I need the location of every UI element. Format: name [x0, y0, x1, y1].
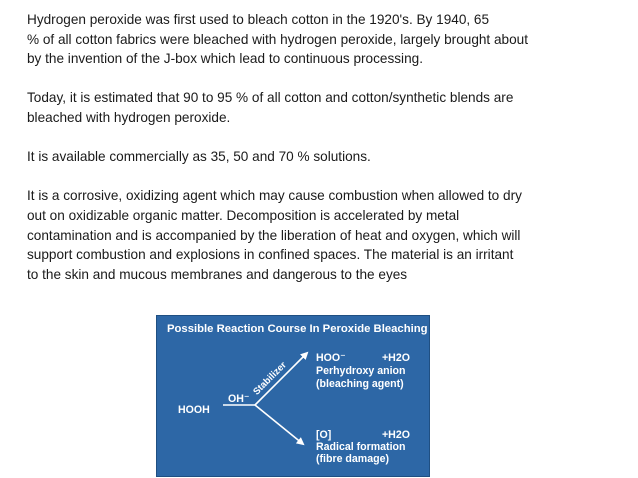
text-line: Today, it is estimated that 90 to 95 % of all cotton and cotton/synthetic blends are: [27, 90, 514, 106]
paragraph-availability: [27, 147, 613, 167]
lower-name: Radical formation: [316, 441, 406, 453]
lower-byproduct: +H2O: [382, 429, 410, 441]
lower-species: [O]: [316, 429, 332, 441]
upper-byproduct: +H2O: [382, 352, 410, 364]
text-line: It is a corrosive, oxidizing agent which may cause combustion when allowed to dry: [27, 188, 522, 204]
diagram-title: Possible Reaction Course In Peroxide Bleaching: [167, 323, 428, 335]
paragraph-usage: [27, 88, 613, 127]
text-line: out on oxidizable organic matter. Decomposition is accelerated by metal: [27, 207, 460, 223]
text-line: contamination and is accompanied by the liberation of heat and oxygen, which will: [27, 227, 521, 243]
text-line: support combustion and explosions in confined spaces. The material is an irritant: [27, 247, 514, 263]
upper-name: Perhydroxy anion: [316, 365, 406, 377]
text-line: bleached with hydrogen peroxide.: [27, 109, 231, 125]
paragraph-history: [27, 10, 613, 69]
lower-note: (fibre damage): [316, 453, 389, 465]
text-line: It is available commercially as 35, 50 and 70 % solutions.: [27, 149, 371, 165]
text-line: by the invention of the J-box which lead to continuous processing.: [27, 51, 423, 67]
upper-species: HOO⁻: [316, 352, 346, 364]
catalyst-label: OH⁻: [228, 393, 250, 405]
stabilizer-label: Stabilizer: [251, 359, 289, 398]
body-text: [27, 10, 613, 284]
reactant-label: HOOH: [178, 404, 210, 416]
text-line: to the skin and mucous membranes and dangerous to the eyes: [27, 266, 408, 282]
upper-note: (bleaching agent): [316, 378, 404, 390]
text-line: % of all cotton fabrics were bleached with hydrogen peroxide, largely brought about: [27, 31, 529, 47]
lower-pathway-arrow: [255, 405, 303, 444]
paragraph-hazards: [27, 186, 613, 284]
reaction-diagram: [156, 315, 430, 477]
text-line: Hydrogen peroxide was first used to bleach cotton in the 1920's. By 1940, 65: [27, 12, 490, 27]
